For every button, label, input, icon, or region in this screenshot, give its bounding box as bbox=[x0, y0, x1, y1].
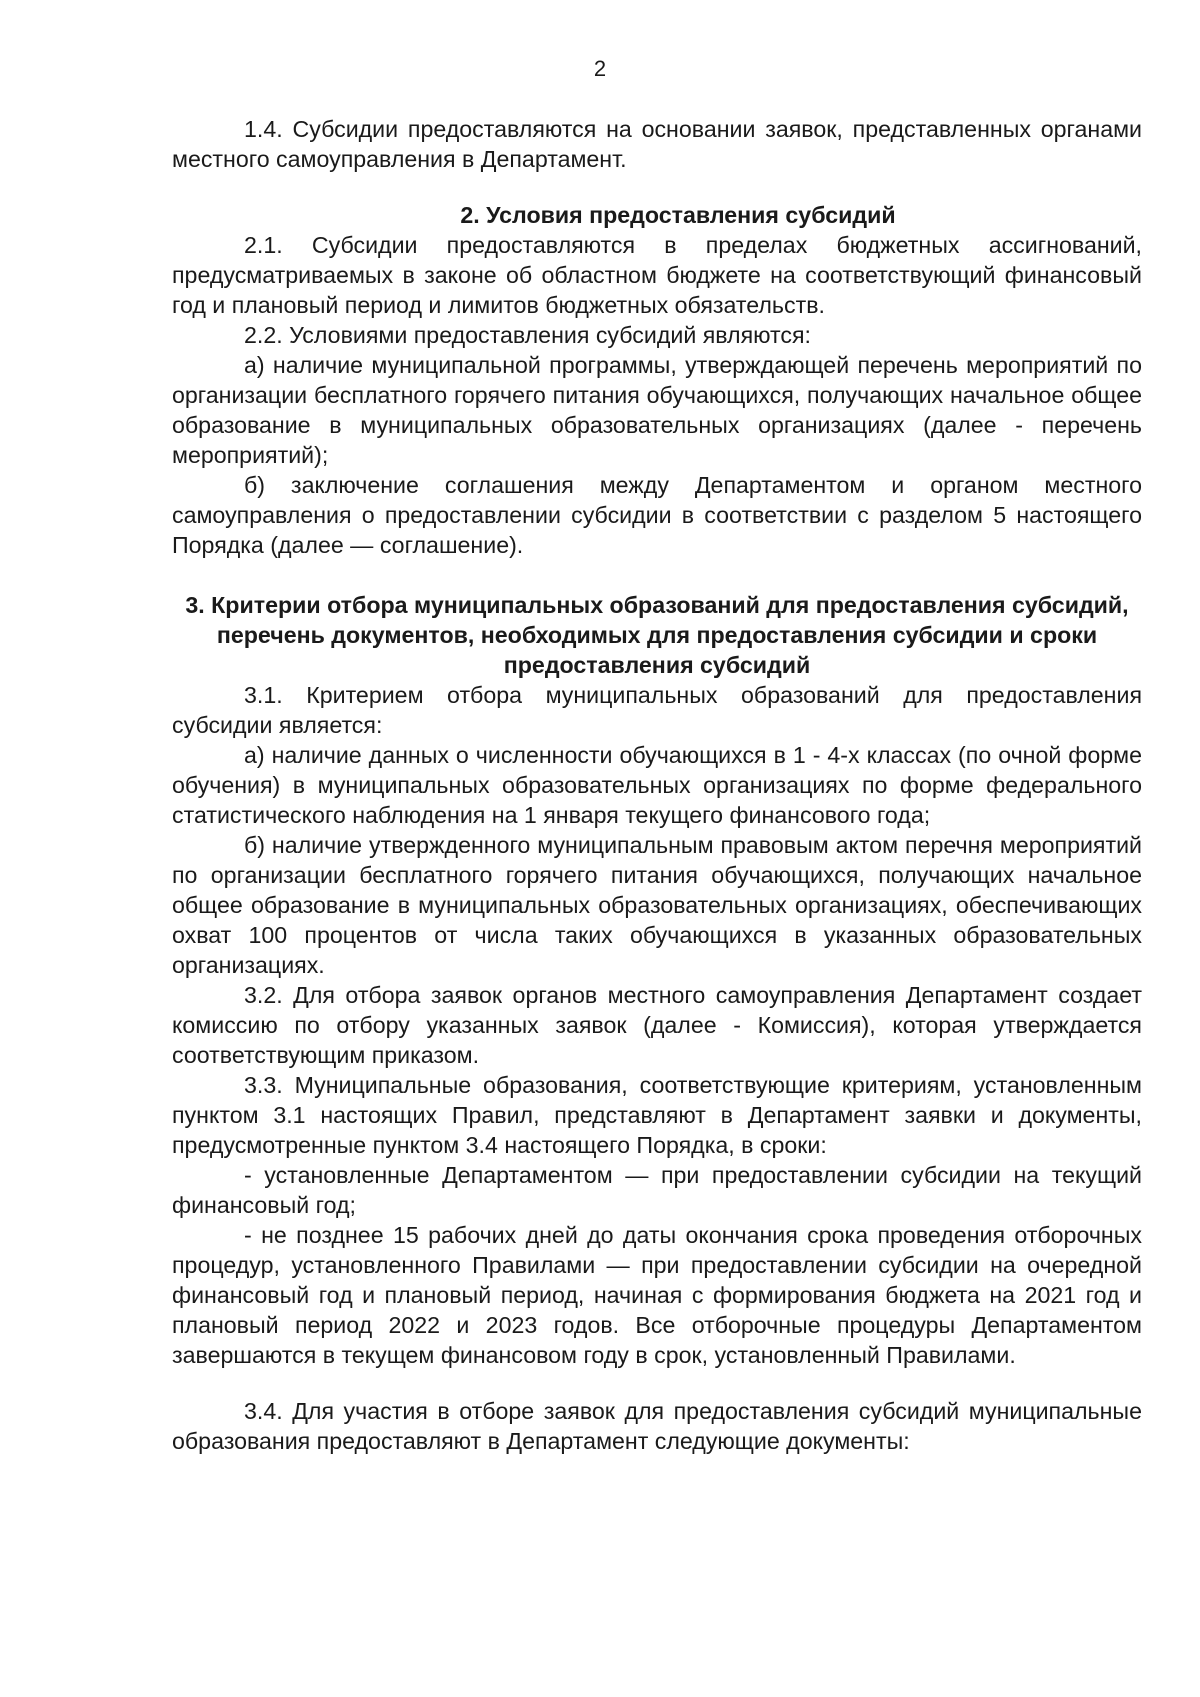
document-body bbox=[172, 114, 1142, 1456]
paragraph-3-4: 3.4. Для участия в отборе заявок для предоставления субсидий муниципальные образования предоставляют в Департамент следующие документы: bbox=[172, 1398, 1142, 1454]
paragraph-2-2: 2.2. Условиями предоставления субсидий являются: bbox=[244, 322, 811, 348]
paragraph-3-1-b: б) наличие утвержденного муниципальным правовым актом перечня мероприятий по организации бесплатного горячего питания обучающихся, получающих начальное общее образование в муниципальных образовательных организациях, обеспечивающих охват 100 процентов от числа таких обучающихся в указанных образовательных организациях. bbox=[172, 832, 1142, 978]
paragraph-3-2: 3.2. Для отбора заявок органов местного самоуправления Департамент создает комиссию по отбору указанных заявок (далее - Комиссия), которая утверждается соответствующим приказом. bbox=[172, 982, 1142, 1068]
paragraph-3-3: 3.3. Муниципальные образования, соответствующие критериям, установленным пунктом 3.1 настоящих Правил, представляют в Департамент заявки и документы, предусмотренные пунктом 3.4 настоящего Порядка, в сроки: bbox=[172, 1072, 1142, 1158]
paragraph-3-3-item-2: - не позднее 15 рабочих дней до даты окончания срока проведения отборочных процедур, установленного Правилами — при предоставлении субсидии на очередной финансовый год и плановый период, начиная с формирования бюджета на 2021 год и плановый период 2022 и 2023 годов. Все отборочные процедуры Департаментом завершаются в текущем финансовом году в срок, установленный Правилами. bbox=[172, 1222, 1142, 1368]
section-3-heading: 3. Критерии отбора муниципальных образований для предоставления субсидий, перечень документов, необходимых для предоставления субсидии и сроки предоставления субсидий bbox=[185, 592, 1129, 678]
paragraph-2-2-b: б) заключение соглашения между Департаментом и органом местного самоуправления о предоставлении субсидии в соответствии с разделом 5 настоящего Порядка (далее — соглашение). bbox=[172, 472, 1142, 558]
paragraph-2-2-a: а) наличие муниципальной программы, утверждающей перечень мероприятий по организации бесплатного горячего питания обучающихся, получающих начальное общее образование в муниципальных образовательных организациях (далее - перечень мероприятий); bbox=[172, 352, 1142, 468]
page-number: 2 bbox=[593, 56, 607, 81]
paragraph-3-3-item-1: - установленные Департаментом — при предоставлении субсидии на текущий финансовый год; bbox=[172, 1162, 1142, 1218]
paragraph-2-1: 2.1. Субсидии предоставляются в пределах бюджетных ассигнований, предусматриваемых в законе об областном бюджете на соответствующий финансовый год и плановый период и лимитов бюджетных обязательств. bbox=[172, 232, 1142, 318]
paragraph-3-1-a: а) наличие данных о численности обучающихся в 1 - 4-х классах (по очной форме обучения) в муниципальных образовательных организациях по форме федерального статистического наблюдения на 1 января текущего финансового года; bbox=[172, 742, 1142, 828]
paragraph-3-1: 3.1. Критерием отбора муниципальных образований для предоставления субсидии является: bbox=[172, 682, 1142, 738]
section-2-heading: 2. Условия предоставления субсидий bbox=[460, 202, 896, 228]
paragraph-1-4: 1.4. Субсидии предоставляются на основании заявок, представленных органами местного самоуправления в Департамент. bbox=[172, 116, 1142, 172]
